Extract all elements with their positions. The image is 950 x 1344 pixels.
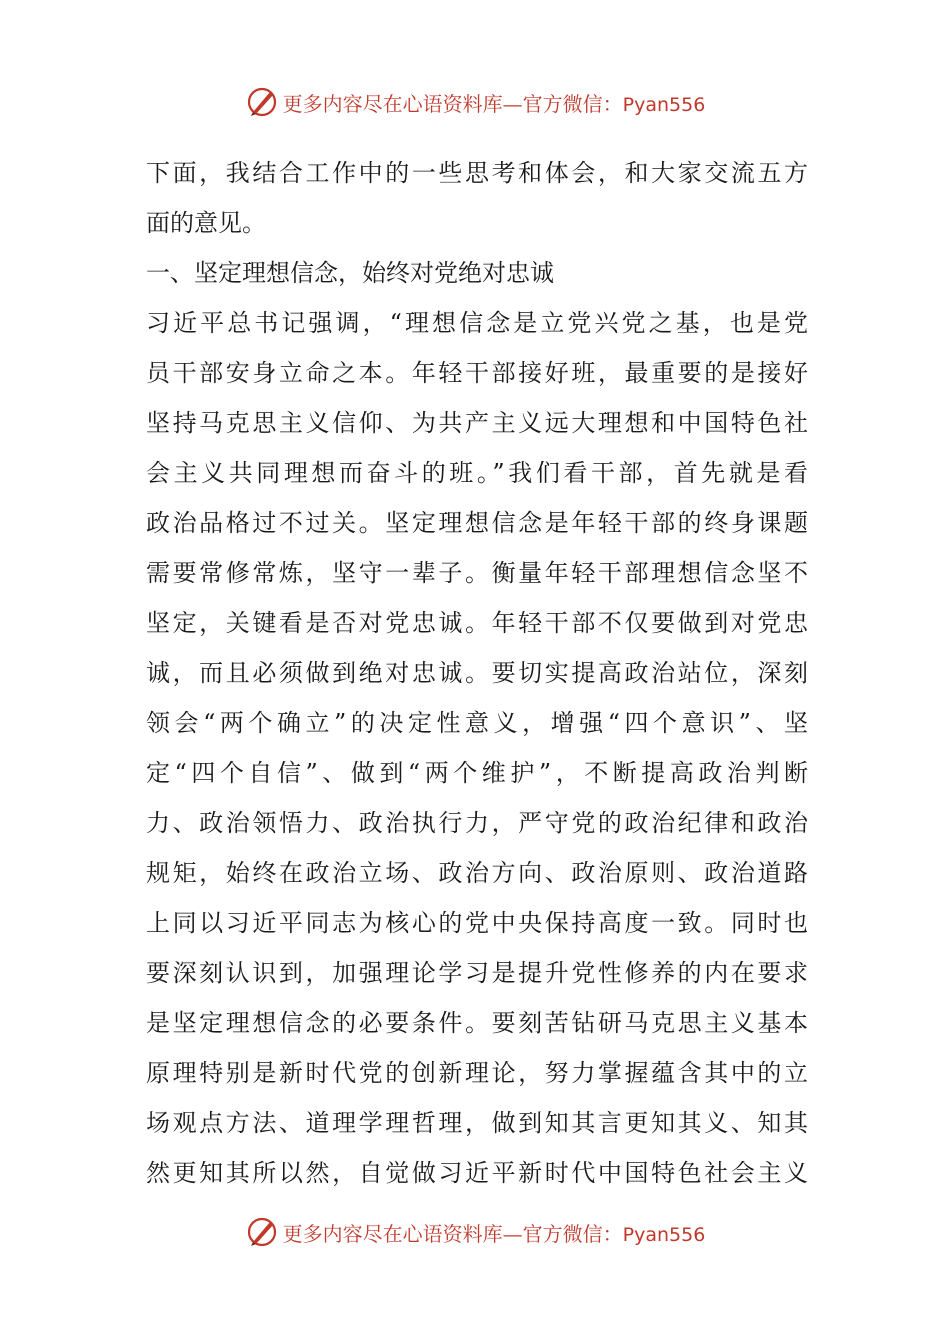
text-line: 需要常修常炼，坚守一辈子。衡量年轻干部理想信念坚不: [146, 559, 808, 587]
text-line: 下面，我结合工作中的一些思考和体会，和大家交流五方: [146, 159, 808, 187]
document-body: [146, 148, 808, 1198]
text-line: 力、政治领悟力、政治执行力，严守党的政治纪律和政治: [146, 809, 808, 837]
text-line: 坚持马克思主义信仰、为共产主义远大理想和中国特色社: [146, 409, 808, 437]
text-line: 要深刻认识到，加强理论学习是提升党性修养的内在要求: [146, 959, 808, 987]
text-line: 员干部安身立命之本。年轻干部接好班，最重要的是接好: [146, 359, 808, 387]
text-line: 习近平总书记强调，“理想信念是立党兴党之基，也是党: [146, 309, 808, 337]
text-line: 规矩，始终在政治立场、政治方向、政治原则、政治道路: [146, 859, 808, 887]
text-line: 会主义共同理想而奋斗的班。”我们看干部，首先就是看: [146, 459, 808, 487]
pen-logo-icon: [245, 85, 279, 119]
text-line: 上同以习近平同志为核心的党中央保持高度一致。同时也: [146, 909, 808, 937]
text-line: 面的意见。: [146, 209, 266, 237]
text-line: 场观点方法、道理学理哲理，做到知其言更知其义、知其: [146, 1109, 808, 1137]
text-line: 原理特别是新时代党的创新理论，努力掌握蕴含其中的立: [146, 1059, 808, 1087]
header-watermark-banner: [0, 82, 950, 122]
text-line: 然更知其所以然，自觉做习近平新时代中国特色社会主义: [146, 1159, 808, 1187]
watermark-text: 更多内容尽在心语资料库—官方微信：Pyan556: [282, 1221, 706, 1246]
text-line: 诚，而且必须做到绝对忠诚。要切实提高政治站位，深刻: [146, 659, 808, 687]
text-line: 定“四个自信”、做到“两个维护”，不断提高政治判断: [146, 759, 808, 787]
wechat-id: Pyan556: [622, 1223, 706, 1246]
text-line: 坚定，关键看是否对党忠诚。年轻干部不仅要做到对党忠: [146, 609, 808, 637]
section-heading: 一、坚定理想信念，始终对党绝对忠诚: [146, 259, 554, 287]
text-line: 领会“两个确立”的决定性意义，增强“四个意识”、坚: [146, 709, 808, 737]
text-line: 政治品格过不过关。坚定理想信念是年轻干部的终身课题: [146, 509, 808, 537]
pen-logo-icon: [245, 1215, 279, 1249]
footer-watermark-banner: [0, 1212, 950, 1252]
watermark-text: 更多内容尽在心语资料库—官方微信：Pyan556: [282, 91, 706, 116]
wechat-id: Pyan556: [622, 93, 706, 116]
text-line: 是坚定理想信念的必要条件。要刻苦钻研马克思主义基本: [146, 1009, 808, 1037]
